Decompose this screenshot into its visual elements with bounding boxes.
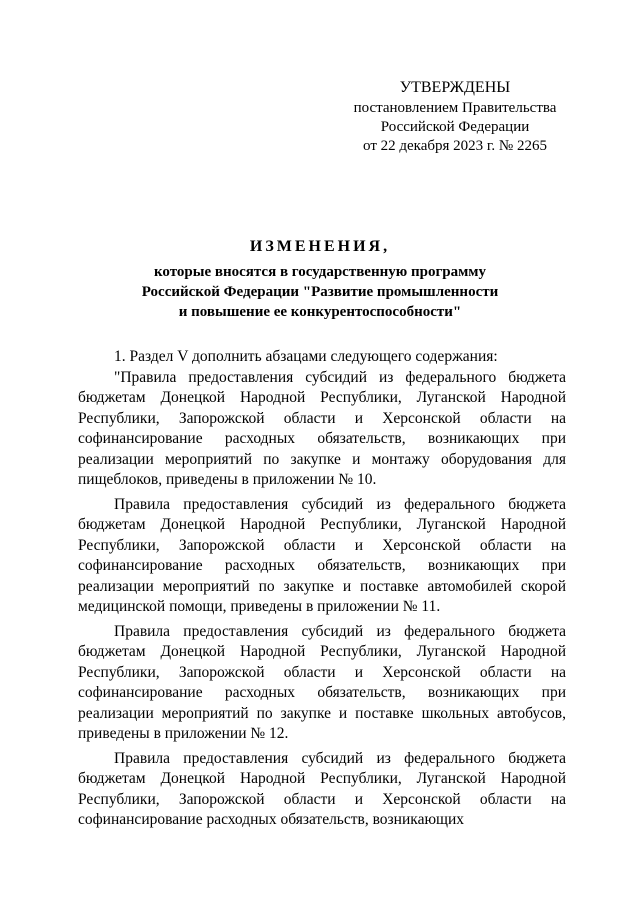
paragraph: Правила предоставления субсидий из федерального бюджета бюджетам Донецкой Народной Республики, Луганской Народной Республики, Запорожской области и Херсонской области на софинансирование расходных обязательств, возникающих	[78, 749, 566, 828]
approval-line-2: Российской Федерации	[380, 119, 530, 135]
document-subtitle	[0, 262, 640, 322]
subtitle-line-3: и повышение ее конкурентоспособности"	[178, 304, 462, 320]
approval-line-3: от 22 декабря 2023 г. № 2265	[363, 138, 547, 154]
paragraph: Правила предоставления субсидий из федерального бюджета бюджетам Донецкой Народной Республики, Луганской Народной Республики, Запорожской области и Херсонской области на софинансирование расходных обязательств, возникающих при реализации мероприятий по закупке и поставке школьных автобусов, приведены в приложении № 12.	[78, 622, 566, 742]
paragraph: "Правила предоставления субсидий из федерального бюджета бюджетам Донецкой Народной Республики, Луганской Народной Республики, Запорожской области и Херсонской области на софинансирование расходных обязательств, возникающих при реализации мероприятий по закупке и монтажу оборудования для пищеблоков, приведены в приложении № 10.	[78, 368, 566, 488]
subtitle-line-1: которые вносятся в государственную программу	[153, 264, 487, 280]
approval-line-1: постановлением Правительства	[353, 100, 557, 116]
document-heading	[0, 238, 640, 322]
subtitle-line-2: Российской Федерации "Развитие промышленности	[141, 284, 499, 300]
approval-block	[340, 78, 570, 156]
document-title: ИЗМЕНЕНИЯ,	[249, 238, 391, 255]
approval-stamp-title: УТВЕРЖДЕНЫ	[399, 79, 511, 96]
item-1: 1. Раздел V дополнить абзацами следующего содержания:	[114, 348, 498, 365]
paragraph: Правила предоставления субсидий из федерального бюджета бюджетам Донецкой Народной Республики, Луганской Народной Республики, Запорожской области и Херсонской области на софинансирование расходных обязательств, возникающих при реализации мероприятий по закупке и поставке автомобилей скорой медицинской помощи, приведены в приложении № 11.	[78, 495, 566, 615]
document-body	[78, 347, 566, 831]
